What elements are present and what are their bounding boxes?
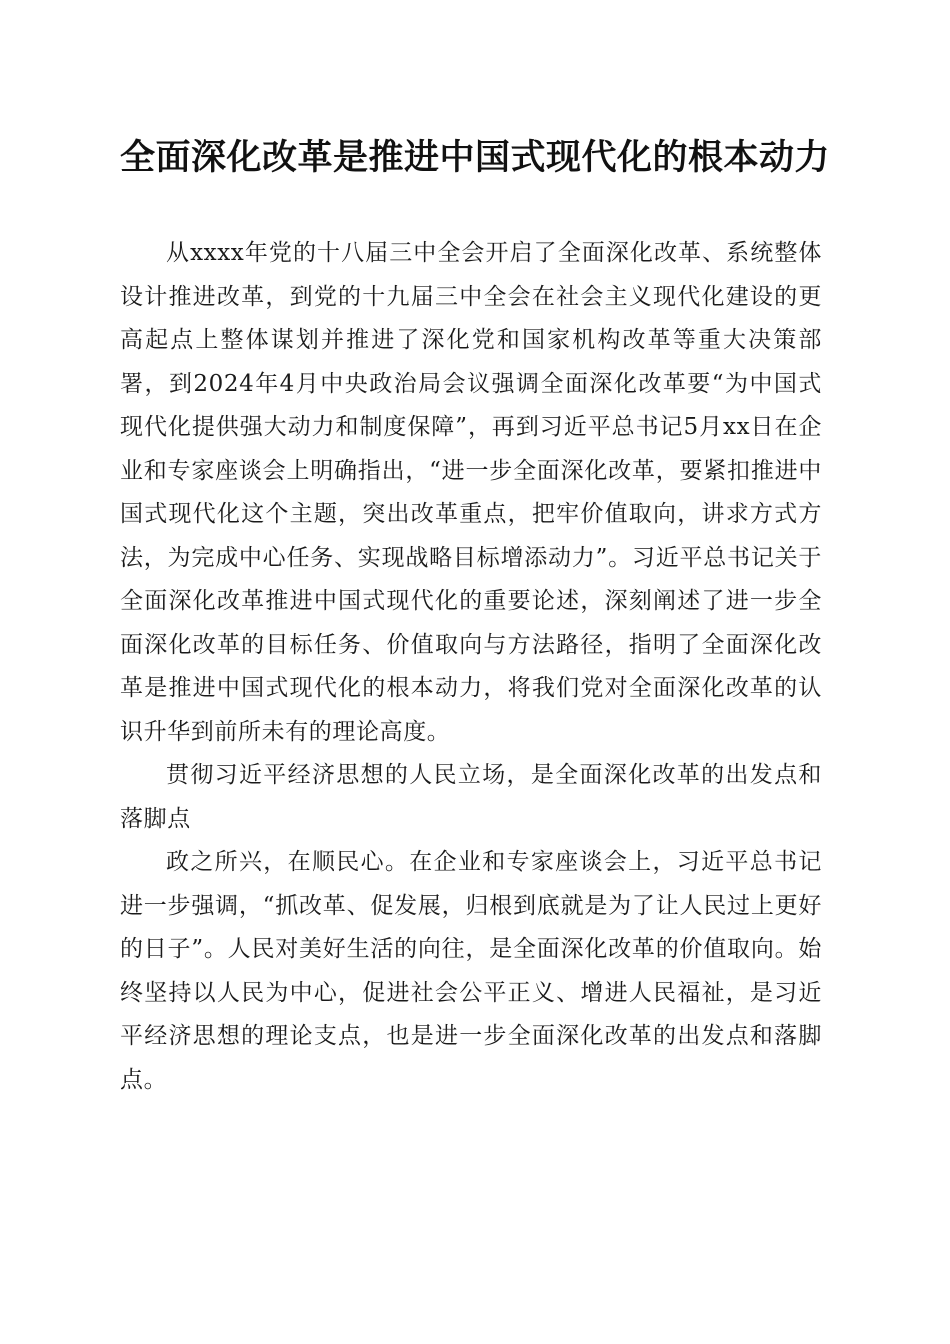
paragraph-intro: 从xxxx年党的十八届三中全会开启了全面深化改革、系统整体设计推进改革，到党的十九届三中全会在社会主义现代化建设的更高起点上整体谋划并推进了深化党和国家机构改革等重大决策部署，到2024年4月中央政治局会议强调全面深化改革要“为中国式现代化提供强大动力和制度保障”，再到习近平总书记5月xx日在企业和专家座谈会上明确指出，“进一步全面深化改革，要紧扣推进中国式现代化这个主题，突出改革重点，把牢价值取向，讲求方式方法，为完成中心任务、实现战略目标增添动力”。习近平总书记关于全面深化改革推进中国式现代化的重要论述，深刻阐述了进一步全面深化改革的目标任务、价值取向与方法路径，指明了全面深化改革是推进中国式现代化的根本动力，将我们党对全面深化改革的认识升华到前所未有的理论高度。 [120, 240, 822, 745]
document-body [120, 232, 822, 1102]
document-title: 全面深化改革是推进中国式现代化的根本动力 [119, 137, 830, 178]
paragraph-section-heading: 贯彻习近平经济思想的人民立场，是全面深化改革的出发点和落脚点 [120, 762, 822, 832]
paragraph-people-centered: 政之所兴，在顺民心。在企业和专家座谈会上，习近平总书记进一步强调，“抓改革、促发展，归根到底就是为了让人民过上更好的日子”。人民对美好生活的向往，是全面深化改革的价值取向。始终坚持以人民为中心，促进社会公平正义、增进人民福祉，是习近平经济思想的理论支点，也是进一步全面深化改革的出发点和落脚点。 [120, 849, 822, 1093]
